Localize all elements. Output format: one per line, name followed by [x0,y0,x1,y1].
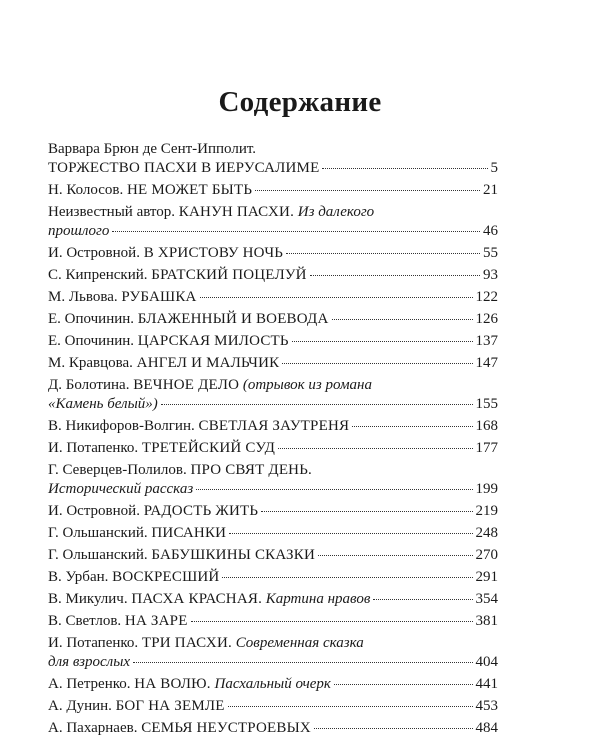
toc-subtitle: Исторический рассказ [48,481,194,497]
toc-entry[interactable] [48,140,498,178]
toc-author: Г. Ольшанский. [48,547,148,563]
toc-page-number: 177 [475,440,498,456]
toc-page-number: 219 [475,503,498,519]
dot-leader [310,275,480,276]
toc-subtitle: Из далекого [297,204,375,220]
toc-author: В. Никифоров-Волгин. [48,418,195,434]
toc-entry[interactable] [48,546,498,565]
dot-leader [228,706,473,707]
toc-author: А. Петренко. [48,676,131,692]
toc-author: С. Кипренский. [48,267,148,283]
toc-entry[interactable] [48,244,498,263]
toc-entry[interactable] [48,376,498,414]
toc-subtitle: прошлого [48,223,110,239]
toc-title: БОГ НА ЗЕМЛЕ [115,698,225,714]
toc-entry[interactable] [48,288,498,307]
toc-page-number: 291 [475,569,498,585]
toc-author: Неизвестный автор. [48,204,176,220]
toc-author: Д. Болотина. [48,377,130,393]
toc-title: НА ВОЛЮ. [134,676,211,692]
dot-leader [322,168,487,169]
toc-entry[interactable] [48,354,498,373]
toc-author: М. Львова. [48,289,118,305]
toc-entry[interactable] [48,719,498,738]
toc-author: И. Потапенко. [48,440,139,456]
toc-entry[interactable] [48,590,498,609]
toc-author: Е. Опочинин. [48,311,135,327]
toc-page-number: 199 [475,481,498,497]
toc-entry[interactable] [48,524,498,543]
toc-subtitle: Картина нравов [265,591,371,607]
dot-leader [286,253,480,254]
dot-leader [282,363,472,364]
toc-title: ПИСАНКИ [151,525,227,541]
toc-title: БЛАЖЕННЫЙ И ВОЕВОДА [137,311,329,327]
dot-leader [200,297,473,298]
toc-page-number: 484 [475,720,498,736]
toc-title: НА ЗАРЕ [124,613,188,629]
dot-leader [161,404,473,405]
dot-leader [261,511,472,512]
toc-author: Г. Северцев-Полилов. [48,462,187,478]
page-title: Содержание [218,86,382,118]
dot-leader [222,577,472,578]
toc-entry[interactable] [48,310,498,329]
dot-leader [191,621,473,622]
toc-page-number: 55 [483,245,498,261]
toc-author: И. Островной. [48,245,140,261]
toc-title: ТРЕТЕЙСКИЙ СУД [141,440,276,456]
toc-entry[interactable] [48,675,498,694]
toc-entry[interactable] [48,266,498,285]
toc-title: ВОСКРЕСШИЙ [112,569,220,585]
toc-subtitle: Пасхальный очерк [214,676,331,692]
toc-entry[interactable] [48,634,498,672]
toc-subtitle: для взрослых [48,654,131,670]
toc-author: М. Кравцова. [48,355,133,371]
dot-leader [196,489,472,490]
toc-title: ТОРЖЕСТВО ПАСХИ В ИЕРУСАЛИМЕ [48,160,320,176]
toc-title: В ХРИСТОВУ НОЧЬ [143,245,284,261]
toc-entry[interactable] [48,502,498,521]
toc-page-number: 137 [475,333,498,349]
toc-title: АНГЕЛ И МАЛЬЧИК [136,355,280,371]
toc-author: А. Пахарнаев. [48,720,138,736]
dot-leader [373,599,472,600]
toc-author: И. Потапенко. [48,635,139,651]
toc-page-number: 46 [483,223,498,239]
toc-title: БРАТСКИЙ ПОЦЕЛУЙ [151,267,307,283]
toc-title: ТРИ ПАСХИ. [141,635,232,651]
toc-page-number: 147 [475,355,498,371]
toc-title: ПРО СВЯТ ДЕНЬ. [190,462,312,478]
dot-leader [352,426,472,427]
toc-author: Варвара Брюн де Сент-Ипполит. [48,141,257,157]
toc-entry[interactable] [48,181,498,200]
toc-page-number: 122 [475,289,498,305]
toc-author: Е. Опочинин. [48,333,135,349]
toc-page-number: 21 [483,182,498,198]
toc-page-number: 168 [475,418,498,434]
dot-leader [255,190,480,191]
toc-page-number: 248 [475,525,498,541]
dot-leader [318,555,473,556]
toc-page-number: 404 [475,654,498,670]
toc-title: НЕ МОЖЕТ БЫТЬ [127,182,253,198]
toc-entry[interactable] [48,332,498,351]
toc-title: ПАСХА КРАСНАЯ. [131,591,263,607]
toc-entry[interactable] [48,439,498,458]
toc-page-number: 5 [490,160,498,176]
toc-page-number: 155 [475,396,498,412]
toc-title: РУБАШКА [121,289,197,305]
dot-leader [314,728,473,729]
toc-entry[interactable] [48,461,498,499]
toc-author: В. Микулич. [48,591,128,607]
toc-author: Г. Ольшанский. [48,525,148,541]
toc-author: В. Светлов. [48,613,122,629]
toc-page-number: 381 [475,613,498,629]
dot-leader [278,448,472,449]
toc-entry[interactable] [48,612,498,631]
toc-title: РАДОСТЬ ЖИТЬ [143,503,259,519]
toc-page-number: 93 [483,267,498,283]
toc-entry[interactable] [48,568,498,587]
toc-subtitle: Современная сказка [235,635,364,651]
dot-leader [133,662,472,663]
table-of-contents [48,140,498,741]
toc-subtitle: (отрывок из романа [242,377,372,393]
toc-title: БАБУШКИНЫ СКАЗКИ [151,547,315,563]
toc-entry[interactable] [48,203,498,241]
toc-page-number: 354 [475,591,498,607]
dot-leader [292,341,473,342]
dot-leader [229,533,472,534]
toc-page-number: 453 [475,698,498,714]
toc-author: Н. Колосов. [48,182,124,198]
toc-title: ЦАРСКАЯ МИЛОСТЬ [137,333,289,349]
dot-leader [334,684,473,685]
toc-entry[interactable] [48,417,498,436]
toc-author: И. Островной. [48,503,140,519]
toc-title: СВЕТЛАЯ ЗАУТРЕНЯ [198,418,350,434]
toc-title: ВЕЧНОЕ ДЕЛО [133,377,240,393]
toc-page-number: 441 [475,676,498,692]
dot-leader [112,231,480,232]
toc-title: СЕМЬЯ НЕУСТРОЕВЫХ [141,720,311,736]
toc-entry[interactable] [48,697,498,716]
toc-subtitle: «Камень белый») [48,396,158,412]
toc-page-number: 126 [475,311,498,327]
toc-author: А. Дунин. [48,698,112,714]
dot-leader [332,319,473,320]
toc-author: В. Урбан. [48,569,109,585]
toc-page-number: 270 [475,547,498,563]
toc-title: КАНУН ПАСХИ. [178,204,295,220]
